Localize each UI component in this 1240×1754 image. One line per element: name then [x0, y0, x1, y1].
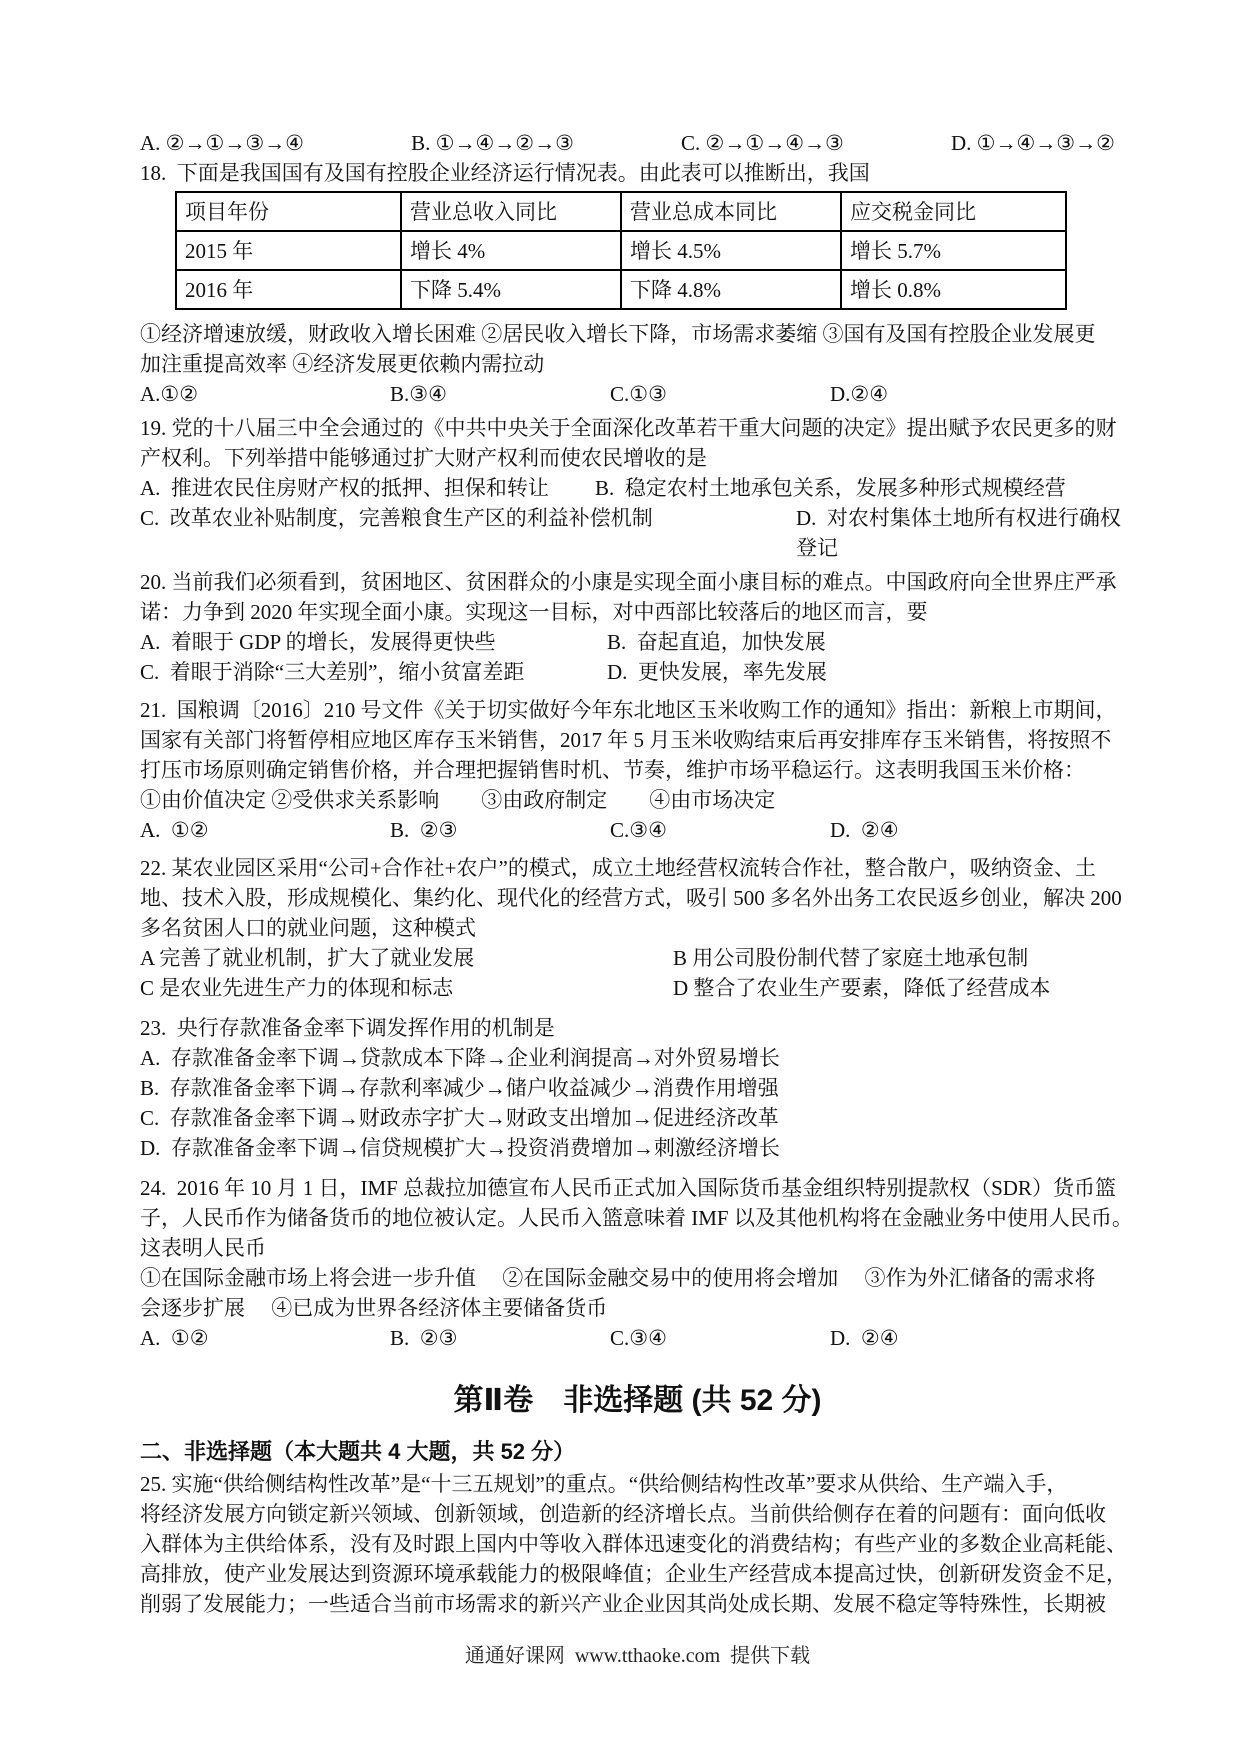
q21-answer-b: B. ②③ — [390, 818, 458, 842]
q23-option-c: C. 存款准备金率下调→财政赤字扩大→财政支出增加→促进经济改革 — [140, 1106, 779, 1130]
table-row — [176, 231, 1066, 270]
q18-answer-c: C.①③ — [610, 382, 667, 406]
q25-stem-line3: 入群体为主供给体系，没有及时跟上国内中等收入群体迅速变化的消费结构；有些产业的多数企业高耗能、 — [140, 1532, 1127, 1556]
q25-stem-line5: 削弱了发展能力；一些适合当前市场需求的新兴产业企业因其尚处成长期、发展不稳定等特殊性，长期被 — [140, 1592, 1106, 1616]
q21-answer-row — [140, 815, 1135, 845]
q17-option-b: B. ①→④→②→③ — [411, 131, 574, 155]
q20-stem-line2: 诺：力争到 2020 年实现全面小康。实现这一目标，对中西部比较落后的地区而言，要 — [140, 600, 928, 624]
q24-answer-a: A. ①② — [140, 1326, 209, 1350]
q25-stem-line4: 高排放，使产业发展达到资源环境承载能力的极限峰值；企业生产经营成本提高过快，创新研发资金不足， — [140, 1562, 1127, 1586]
q24-answer-row — [140, 1323, 1135, 1353]
table-header-cell: 营业总收入同比 — [401, 192, 621, 231]
q22-option-a: A 完善了就业机制，扩大了就业发展 — [140, 946, 475, 970]
q24-stem-line2: 子，人民币作为储备货币的地位被认定。人民币入篮意味着 IMF 以及其他机构将在金融业务中使用人民币。 — [140, 1206, 1133, 1230]
q23-option-d: D. 存款准备金率下调→信贷规模扩大→投资消费增加→刺激经济增长 — [140, 1136, 780, 1160]
q19-option-d: D. 对农村集体土地所有权进行确权登记 — [795, 506, 1121, 560]
q18-answer-b: B.③④ — [390, 382, 447, 406]
q19-option-c: C. 改革农业补贴制度，完善粮食生产区的利益补偿机制 — [140, 506, 653, 530]
q23-stem: 23. 央行存款准备金率下调发挥作用的机制是 — [140, 1016, 555, 1040]
table-row — [176, 270, 1066, 309]
q22-options-row2 — [140, 973, 1135, 1003]
q18-answer-row — [140, 379, 1135, 409]
q17-option-d: D. ①→④→③→② — [950, 131, 1115, 155]
q21-answer-a: A. ①② — [140, 818, 209, 842]
q17-option-a: A. ②→①→③→④ — [140, 131, 304, 155]
q18-answer-d: D.②④ — [830, 382, 889, 406]
q19-options-row2 — [140, 503, 1135, 563]
q19-options-row1 — [140, 473, 1135, 503]
q22-stem-line2: 地、技术入股，形成规模化、集约化、现代化的经营方式，吸引 500 多名外出务工农民返乡创业，解决 200 — [140, 886, 1122, 910]
q24-stem-line1: 24. 2016 年 10 月 1 日，IMF 总裁拉加德宣布人民币正式加入国际货币基金组织特别提款权（SDR）货币篮 — [140, 1176, 1116, 1200]
table-cell: 下降 5.4% — [401, 270, 621, 309]
q20-option-d: D. 更快发展，率先发展 — [607, 660, 827, 684]
q18-answer-a: A.①② — [140, 382, 199, 406]
q24-answer-d: D. ②④ — [830, 1326, 899, 1350]
q20-option-b: B. 奋起直追，加快发展 — [607, 630, 826, 654]
q18-statements-line1: ①经济增速放缓，财政收入增长困难 ②居民收入增长下降，市场需求萎缩 ③国有及国有控股企业发展更 — [140, 322, 1096, 346]
table-cell: 2016 年 — [176, 270, 401, 309]
q17-option-c: C. ②→①→④→③ — [681, 131, 844, 155]
q22-stem-line1: 22. 某农业园区采用“公司+合作社+农户”的模式，成立土地经营权流转合作社，整合散户，吸纳资金、土 — [140, 856, 1096, 880]
q18-data-table — [175, 191, 1067, 310]
q23-option-b: B. 存款准备金率下调→存款利率减少→储户收益减少→消费作用增强 — [140, 1076, 779, 1100]
q23-option-a: A. 存款准备金率下调→贷款成本下降→企业利润提高→对外贸易增长 — [140, 1046, 780, 1070]
q22-option-b: B 用公司股份制代替了家庭土地承包制 — [673, 946, 1029, 970]
q21-stem-line3: 打压市场原则确定销售价格，并合理把握销售时机、节奏，维护市场平稳运行。这表明我国玉米价格： — [140, 758, 1085, 782]
table-cell: 2015 年 — [176, 231, 401, 270]
section2-heading: 二、非选择题（本大题共 4 大题，共 52 分） — [140, 1439, 576, 1464]
q20-option-c: C. 着眼于消除“三大差别”，缩小贫富差距 — [140, 660, 525, 684]
q20-options-row2 — [140, 657, 1135, 687]
q19-option-b: B. 稳定农村土地承包关系，发展多种形式规模经营 — [595, 476, 1066, 500]
q21-statements: ①由价值决定 ②受供求关系影响 ③由政府制定 ④由市场决定 — [140, 788, 776, 812]
q25-stem-line2: 将经济发展方向锁定新兴领域、创新领域，创造新的经济增长点。当前供给侧存在着的问题有：面向低收 — [140, 1502, 1106, 1526]
q21-stem-line2: 国家有关部门将暂停相应地区库存玉米销售，2017 年 5 月玉米收购结束后再安排库存玉米销售，将按照不 — [140, 728, 1112, 752]
table-cell: 下降 4.8% — [621, 270, 841, 309]
q20-options-row1 — [140, 627, 1135, 657]
q22-options-row1 — [140, 943, 1135, 973]
q20-stem-line1: 20. 当前我们必须看到，贫困地区、贫困群众的小康是实现全面小康目标的难点。中国政府向全世界庄严承 — [140, 570, 1117, 594]
q22-stem-line3: 多名贫困人口的就业问题，这种模式 — [140, 916, 476, 940]
q19-stem-line1: 19. 党的十八届三中全会通过的《中共中央关于全面深化改革若干重大问题的决定》提出赋予农民更多的财 — [140, 416, 1117, 440]
q21-stem-line1: 21. 国粮调〔2016〕210 号文件《关于切实做好今年东北地区玉米收购工作的通知》指出：新粮上市期间， — [140, 698, 1117, 722]
q19-stem-line2: 产权利。下列举措中能够通过扩大财产权利而使农民增收的是 — [140, 446, 707, 470]
q25-stem-line1: 25. 实施“供给侧结构性改革”是“十三五规划”的重点。“供给侧结构性改革”要求从供给、生产端入手， — [140, 1472, 1068, 1496]
q24-answer-b: B. ②③ — [390, 1326, 458, 1350]
table-header-row — [176, 192, 1066, 231]
table-cell: 增长 5.7% — [841, 231, 1066, 270]
table-header-cell: 营业总成本同比 — [621, 192, 841, 231]
table-header-cell: 应交税金同比 — [841, 192, 1066, 231]
q18-stem: 18. 下面是我国国有及国有控股企业经济运行情况表。由此表可以推断出，我国 — [140, 161, 870, 185]
table-header-cell: 项目年份 — [176, 192, 401, 231]
q19-option-a: A. 推进农民住房财产权的抵押、担保和转让 — [140, 476, 549, 500]
q24-statements-line1: ①在国际金融市场上将会进一步升值 ②在国际金融交易中的使用将会增加 ③作为外汇储备的需求将 — [140, 1266, 1096, 1290]
q20-option-a: A. 着眼于 GDP 的增长，发展得更快些 — [140, 630, 496, 654]
q24-stem-line3: 这表明人民币 — [140, 1236, 266, 1260]
q22-option-d: D 整合了农业生产要素，降低了经营成本 — [673, 976, 1051, 1000]
table-cell: 增长 4.5% — [621, 231, 841, 270]
q21-answer-d: D. ②④ — [830, 818, 899, 842]
q21-answer-c: C.③④ — [610, 818, 667, 842]
q22-option-c: C 是农业先进生产力的体现和标志 — [140, 976, 454, 1000]
q24-answer-c: C.③④ — [610, 1326, 667, 1350]
q24-statements-line2: 会逐步扩展 ④已成为世界各经济体主要储备货币 — [140, 1296, 608, 1320]
table-cell: 增长 4% — [401, 231, 621, 270]
table-cell: 增长 0.8% — [841, 270, 1066, 309]
q17-answer-row — [140, 128, 1115, 158]
q18-statements-line2: 加注重提高效率 ④经济发展更依赖内需拉动 — [140, 352, 545, 376]
part2-heading: 第Ⅱ卷 非选择题 (共 52 分) — [453, 1384, 822, 1417]
page-footer: 通通好课网 www.tthaoke.com 提供下载 — [464, 1645, 811, 1667]
